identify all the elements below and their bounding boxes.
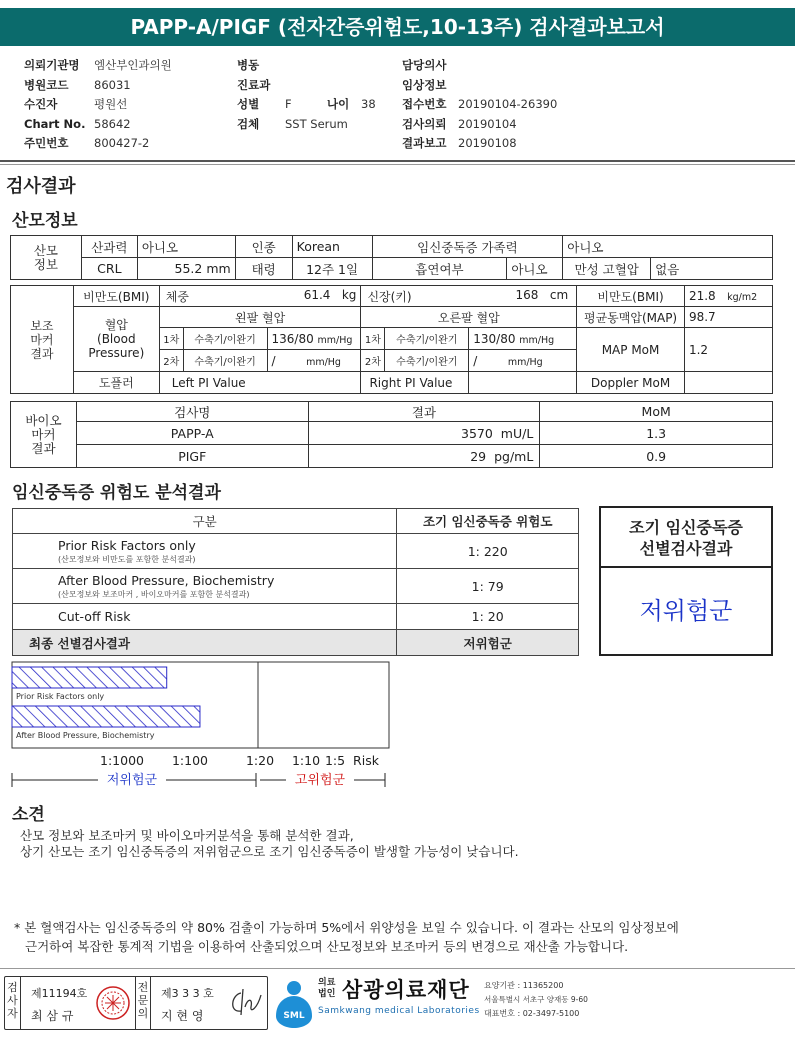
low-risk-label: 저위험군: [106, 773, 158, 788]
weight-value: 61.4: [303, 287, 331, 302]
signature-icon: [227, 985, 265, 1021]
sml-badge: SML: [283, 1011, 305, 1021]
hdr-label: 임상정보: [402, 77, 447, 92]
first-label: 1차: [361, 328, 385, 350]
map-label: 평균동맥압(MAP): [577, 307, 685, 328]
risk-value: 1: 220: [397, 534, 579, 569]
table-row: [13, 569, 579, 604]
specialist-no: 제3 3 3 호: [161, 987, 214, 1000]
right-pi-label: Right PI Value: [361, 372, 469, 394]
hdr-label: 결과보고: [402, 136, 447, 150]
age-value: 38: [361, 97, 376, 111]
right-arm-label: 오른팔 혈압: [361, 307, 577, 328]
crl-label: CRL: [81, 258, 137, 280]
map-value: 98.7: [684, 307, 772, 328]
hdr-label: 진료과: [237, 77, 271, 92]
org-logo: [272, 974, 592, 1030]
race-label: 인종: [235, 236, 292, 258]
bio-name: PAPP-A: [76, 422, 308, 445]
history-value: 아니오: [137, 236, 235, 258]
opinion-line-2: 상기 산모는 조기 임신중독증의 저위험군으로 조기 임신중독증이 발생할 가능성이 낮습니다.: [20, 844, 519, 859]
ga-label: 태령: [235, 258, 292, 280]
hdr-label: 성별: [237, 97, 260, 111]
screening-result-box: [599, 506, 773, 656]
risk-table: [12, 508, 579, 656]
final-label: 최종 선별검사결과: [13, 630, 397, 656]
bp-label: 혈압 (Blood Pressure): [73, 307, 159, 372]
maternal-group-label: 산모 정보: [11, 236, 82, 280]
header-col2: [237, 56, 376, 134]
bio-mom: 1.3: [540, 422, 773, 445]
sys-dia-label: 수축기/이완기: [183, 328, 267, 350]
tick-label: Risk: [353, 753, 379, 768]
hdr-value: SST Serum: [285, 116, 348, 131]
bio-name: PIGF: [76, 445, 308, 468]
weight-label: 체중: [165, 289, 189, 304]
examiner-name: 최 삼 규: [31, 1009, 74, 1023]
bmi-unit: kg/m2: [727, 292, 758, 303]
org-english: Samkwang medical Laboratories: [318, 1006, 480, 1016]
mmhg-unit: mm/Hg: [507, 356, 543, 368]
right-bp-2: /: [473, 353, 478, 368]
risk-value: 1: 79: [397, 569, 579, 604]
htn-value: 없음: [651, 258, 773, 280]
table-row: [11, 445, 773, 468]
bar-prior-risk: [12, 667, 167, 688]
age-label: 나이: [327, 97, 350, 111]
height-value: 168: [515, 287, 539, 302]
tick-label: 1:20: [245, 753, 275, 768]
doppler-label: 도플러: [73, 372, 159, 394]
mmhg-unit: mm/Hg: [317, 334, 353, 346]
map-mom-label: MAP MoM: [577, 328, 685, 372]
results-heading: 검사결과: [6, 176, 76, 197]
opinion-heading: 소견: [12, 805, 45, 825]
risk-label: After Blood Pressure, Biochemistry: [58, 572, 275, 588]
risk-header-value: 조기 임신중독증 위험도: [397, 509, 579, 534]
history-label: 산과력: [81, 236, 137, 258]
hdr-label: 병동: [237, 58, 260, 72]
bar-after-bp: [12, 706, 200, 727]
ga-value: 12주 1일: [292, 258, 372, 280]
bmi-value: 21.8: [688, 289, 716, 303]
hdr-value: 86031: [94, 77, 131, 92]
tick-label: 1:100: [171, 753, 209, 768]
table-row: [11, 422, 773, 445]
smoke-label: 흡연여부: [372, 258, 507, 280]
report-title: PAPP-A/PIGF (전자간증위험도,10-13주) 검사결과보고서: [0, 8, 795, 46]
examiner-label: 검 사 자: [5, 977, 21, 1029]
risk-label: Prior Risk Factors only: [58, 537, 196, 553]
family-label: 임신중독증 가족력: [372, 236, 563, 258]
first-label: 1차: [159, 328, 183, 350]
risk-chart: [0, 660, 400, 790]
left-bp-1: 136/80: [271, 331, 314, 346]
final-value: 저위험군: [397, 630, 579, 656]
maternal-heading: 산모정보: [12, 211, 78, 231]
footnote-line-2: 근거하여 복잡한 통계적 기법을 이용하여 산출되었으며 산모정보와 보조마커 등의 변경으로 재산출 가능합니다.: [25, 939, 629, 954]
footnote: [14, 918, 679, 956]
bio-group-label: 바이오 마커 결과: [11, 402, 77, 468]
aux-group-label: 보조 마커 결과: [11, 286, 74, 394]
screening-result-title: 조기 임신중독증 선별검사결과: [601, 508, 771, 568]
hdr-label: 담당의사: [402, 58, 447, 72]
bmi-label: 비만도(BMI): [73, 286, 159, 307]
bio-header-result: 결과: [308, 402, 540, 422]
hdr-value: 800427-2: [94, 136, 150, 150]
bio-unit: pg/mL: [494, 448, 534, 464]
risk-label: Cut-off Risk: [13, 604, 397, 630]
hdr-label: 의뢰기관명: [24, 58, 80, 72]
bio-value: 3570: [461, 425, 493, 441]
hdr-value: F: [285, 97, 292, 111]
sys-dia-label: 수축기/이완기: [385, 350, 469, 372]
left-bp-2: /: [271, 353, 276, 368]
map-mom-value: 1.2: [684, 328, 772, 372]
hdr-label: 검체: [237, 116, 260, 131]
bio-header-name: 검사명: [76, 402, 308, 422]
weight-unit: kg: [341, 287, 357, 302]
examiner-seal-icon: [95, 984, 131, 1022]
mmhg-unit: mm/Hg: [519, 334, 555, 346]
risk-heading: 임신중독증 위험도 분석결과: [12, 483, 221, 503]
bio-mom: 0.9: [540, 445, 773, 468]
tick-label: 1:1000: [100, 753, 144, 768]
hdr-label: 접수번호: [402, 97, 447, 111]
org-prefix: 의료 법인: [318, 978, 336, 999]
org-address: 서울특별시 서초구 양재동 9-60: [484, 995, 588, 1004]
bio-unit: mU/L: [500, 425, 534, 441]
footnote-line-1: * 본 혈액검사는 임신중독증의 약 80% 검출이 가능하며 5%에서 위양성을 보일 수 있습니다. 이 결과는 산모의 임상정보에: [14, 920, 679, 935]
second-label: 2차: [159, 350, 183, 372]
second-label: 2차: [361, 350, 385, 372]
maternal-table: [10, 235, 773, 280]
risk-sub: (산모정보와 비만도를 포함한 분석결과): [58, 554, 196, 564]
risk-header-category: 구분: [13, 509, 397, 534]
tick-label: 1:10: [291, 753, 321, 768]
sys-dia-label: 수축기/이완기: [385, 328, 469, 350]
hdr-label: 수진자: [24, 97, 58, 111]
smoke-value: 아니오: [507, 258, 563, 280]
org-phone: 대표번호 : 02-3497-5100: [484, 1009, 580, 1018]
left-arm-label: 왼팔 혈압: [159, 307, 361, 328]
divider: [0, 164, 795, 165]
divider: [0, 160, 795, 162]
header-col1: [24, 56, 172, 154]
hdr-label: 병원코드: [24, 77, 69, 92]
right-bp-1: 130/80: [473, 331, 516, 346]
divider: [0, 968, 795, 969]
hdr-value: 20190104: [458, 116, 517, 131]
hdr-value: 엠산부인과의원: [94, 58, 172, 72]
bio-header-mom: MoM: [540, 402, 773, 422]
table-row: [13, 534, 579, 569]
htn-label: 만성 고혈압: [563, 258, 651, 280]
specialist-label: 전 문 의: [135, 977, 151, 1029]
mmhg-unit: mm/Hg: [306, 356, 341, 368]
hdr-value: 20190104-26390: [458, 97, 558, 111]
signature-box: [4, 976, 268, 1030]
sml-logo-icon: [272, 978, 316, 1028]
hdr-label: 주민번호: [24, 136, 69, 150]
height-label: 신장(키): [367, 289, 412, 304]
bio-table: [10, 401, 773, 468]
bmi-label-2: 비만도(BMI): [577, 286, 685, 307]
hdr-value: 20190108: [458, 136, 517, 150]
race-value: Korean: [292, 236, 372, 258]
hdr-value: 58642: [94, 116, 131, 131]
screening-result-value: 저위험군: [639, 597, 733, 625]
tick-label: 1:5: [324, 753, 346, 768]
hdr-label: Chart No.: [24, 116, 86, 131]
height-unit: cm: [549, 287, 569, 302]
specialist-name: 지 현 영: [161, 1009, 204, 1023]
high-risk-label: 고위험군: [294, 773, 346, 788]
hdr-value: 평원선: [94, 97, 128, 111]
risk-sub: (산모정보와 보조마커 , 바이오마커를 포함한 분석결과): [58, 589, 250, 599]
hdr-label: 검사의뢰: [402, 116, 447, 131]
table-row: [13, 604, 579, 630]
family-value: 아니오: [563, 236, 773, 258]
opinion-line-1: 산모 정보와 보조마커 및 바이오마커분석을 통해 분석한 결과,: [20, 828, 354, 843]
bar-label: After Blood Pressure, Biochemistry: [16, 731, 155, 740]
org-name: 삼광의료재단: [342, 978, 470, 1002]
left-pi-label: Left PI Value: [159, 372, 361, 394]
doppler-mom-label: Doppler MoM: [577, 372, 685, 394]
sys-dia-label: 수축기/이완기: [183, 350, 267, 372]
crl-value: 55.2: [174, 261, 203, 276]
header-col3: [402, 56, 557, 154]
bar-label: Prior Risk Factors only: [16, 692, 105, 701]
examiner-no: 제11194호: [31, 987, 88, 1000]
aux-table: [10, 285, 773, 394]
org-code: 요양기관 : 11365200: [484, 981, 564, 990]
crl-unit: mm: [206, 261, 231, 276]
bio-value: 29: [470, 448, 487, 464]
risk-value: 1: 20: [397, 604, 579, 630]
